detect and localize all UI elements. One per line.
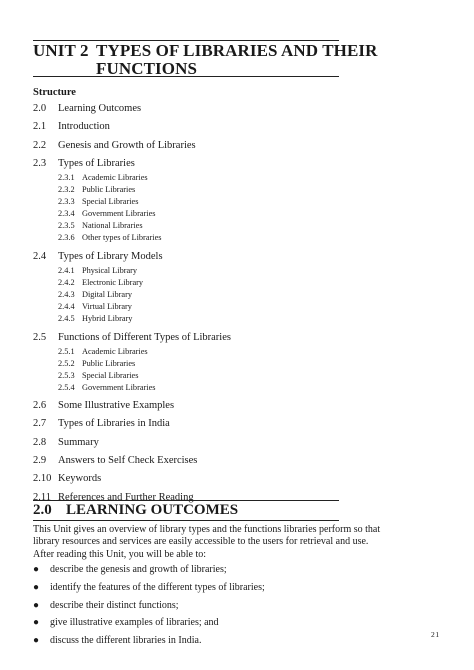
section-number: 2.0 [33, 502, 52, 518]
toc-entry-number: 2.2 [33, 139, 47, 151]
toc-subentry-label: National Libraries [82, 221, 143, 231]
bullet-icon: ● [33, 617, 40, 629]
toc-subentry [33, 370, 339, 382]
toc-subentry-label: Government Libraries [82, 209, 156, 219]
toc-subentry-label: Academic Libraries [82, 172, 148, 182]
toc-entry [33, 417, 339, 430]
section-title: LEARNING OUTCOMES [66, 502, 239, 518]
toc-subentry-label: Electronic Library [82, 277, 144, 287]
toc-entry-label: Types of Library Models [58, 250, 163, 262]
toc-entry-label: Keywords [58, 473, 102, 485]
toc-entry [33, 472, 339, 485]
intro-line: After reading this Unit, you will be able to: [33, 548, 207, 560]
toc-subentry-number: 2.5.3 [58, 370, 75, 380]
toc-entry-label: Answers to Self Check Exercises [58, 455, 198, 467]
toc-entry-number: 2.5 [33, 331, 47, 343]
toc-subentry-number: 2.3.2 [58, 184, 75, 194]
toc-subentry-label: Physical Library [82, 265, 138, 275]
toc-subentry [33, 313, 339, 325]
toc-subentry-number: 2.5.1 [58, 346, 75, 356]
toc-subentry-number: 2.4.1 [58, 265, 75, 275]
toc-subentry-number: 2.4.4 [58, 302, 75, 312]
toc-subentry-label: Public Libraries [82, 358, 136, 368]
toc-subentry-number: 2.4.5 [58, 314, 75, 324]
toc-subentry-number: 2.3.4 [58, 209, 75, 219]
toc-subentry-number: 2.3.1 [58, 172, 75, 182]
unit-number: UNIT 2 [33, 41, 89, 60]
bullet-icon: ● [33, 564, 40, 575]
toc-subentry [33, 358, 339, 370]
toc-entry-number: 2.7 [33, 418, 47, 430]
outcome-item [33, 582, 343, 600]
toc-subentry-label: Other types of Libraries [82, 233, 162, 243]
toc-subentry-number: 2.4.3 [58, 289, 75, 299]
toc-entry [33, 120, 339, 133]
toc-entry-label: Introduction [58, 121, 110, 133]
toc-entry-number: 2.6 [33, 400, 47, 412]
outcome-item [33, 617, 343, 635]
toc-entry-label: Genesis and Growth of Libraries [58, 139, 196, 151]
toc-subentry [33, 172, 339, 184]
outcome-text: describe their distinct functions; [50, 599, 179, 611]
toc-subentry [33, 289, 339, 301]
outcome-text: identify the features of the different types of libraries; [50, 581, 265, 593]
toc-subentry-number: 2.5.2 [58, 358, 75, 368]
toc-subentry-label: Public Libraries [82, 184, 136, 194]
bullet-icon: ● [33, 581, 40, 593]
table-of-contents [33, 102, 339, 504]
toc-subentry-number: 2.3.5 [58, 221, 75, 231]
toc-subentry-label: Virtual Library [82, 302, 132, 312]
toc-subentry-number: 2.3.6 [58, 233, 75, 243]
toc-subentry-number: 2.5.4 [58, 382, 75, 392]
outcome-item [33, 564, 343, 582]
toc-subentry [33, 301, 339, 313]
toc-subentry-number: 2.3.3 [58, 197, 75, 207]
outcome-text: give illustrative examples of libraries; and [50, 617, 219, 629]
toc-entry [33, 250, 339, 263]
intro-paragraph [33, 524, 381, 561]
toc-subentry-label: Digital Library [82, 289, 132, 299]
toc-entry-label: Types of Libraries in India [58, 418, 170, 430]
section-bottom-rule [33, 520, 339, 521]
toc-subentry [33, 265, 339, 277]
toc-subentry-number: 2.4.2 [58, 277, 75, 287]
toc-entry-label: Summary [58, 436, 99, 448]
toc-subentry-label: Special Libraries [82, 197, 139, 207]
intro-line: library resources and services are easily accessible to the users for retrieval and use. [33, 536, 369, 548]
toc-entry-number: 2.8 [33, 436, 47, 448]
section-heading [33, 502, 238, 519]
bullet-icon: ● [33, 599, 40, 611]
toc-entry-label: Functions of Different Types of Libraries [58, 331, 231, 343]
toc-entry [33, 331, 339, 344]
toc-subentry [33, 220, 339, 232]
toc-entry-number: 2.4 [33, 250, 47, 262]
toc-entry [33, 436, 339, 449]
toc-entry [33, 399, 339, 412]
unit-title-line-1: TYPES OF LIBRARIES AND THEIR [96, 41, 378, 60]
toc-subentry [33, 208, 339, 220]
toc-subentry-label: Government Libraries [82, 382, 156, 392]
toc-entry [33, 102, 339, 115]
structure-heading: Structure [33, 87, 76, 98]
toc-subentry-label: Academic Libraries [82, 346, 148, 356]
toc-subentry [33, 232, 339, 244]
toc-entry [33, 139, 339, 152]
title-bottom-rule [33, 76, 339, 77]
toc-entry-label: References and Further Reading [58, 491, 194, 503]
section-top-rule [33, 500, 339, 501]
toc-entry-label: Some Illustrative Examples [58, 400, 175, 412]
intro-line: This Unit gives an overview of library types and the functions libraries perform so that [33, 524, 381, 535]
toc-entry-number: 2.0 [33, 103, 47, 114]
outcome-item [33, 635, 343, 653]
outcomes-list [33, 564, 343, 653]
outcome-text: describe the genesis and growth of libraries; [50, 564, 227, 575]
toc-entry [33, 454, 339, 467]
toc-subentry [33, 346, 339, 358]
toc-subentry [33, 277, 339, 289]
toc-entry-number: 2.9 [33, 455, 47, 467]
toc-subentry-label: Special Libraries [82, 370, 139, 380]
toc-subentry [33, 196, 339, 208]
outcome-text: discuss the different libraries in India. [50, 635, 202, 647]
toc-entry-number: 2.1 [33, 121, 47, 133]
page-number: 21 [431, 630, 440, 639]
toc-entry-number: 2.3 [33, 157, 47, 169]
unit-title-line-2: FUNCTIONS [96, 59, 198, 78]
toc-entry [33, 157, 339, 170]
toc-entry-number: 2.11 [33, 491, 51, 503]
bullet-icon: ● [33, 635, 40, 647]
toc-entry-label: Learning Outcomes [58, 103, 142, 114]
toc-subentry [33, 184, 339, 196]
outcome-item [33, 600, 343, 618]
toc-entry-label: Types of Libraries [58, 157, 135, 169]
toc-entry-number: 2.10 [33, 473, 52, 485]
toc-subentry-label: Hybrid Library [82, 314, 133, 324]
toc-subentry [33, 382, 339, 394]
